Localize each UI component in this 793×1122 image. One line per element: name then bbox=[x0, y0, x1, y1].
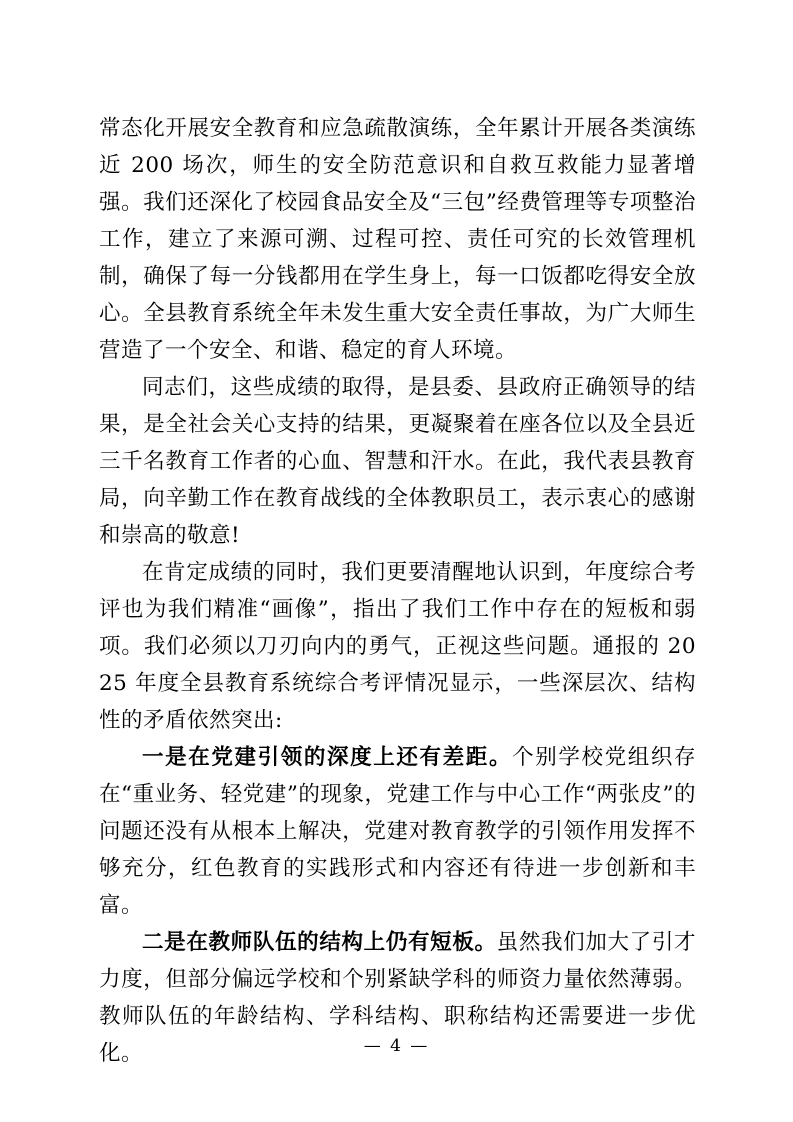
paragraph-text: 个别学校党组织存在“重业务、轻党建”的现象，党建工作与中心工作“两张皮”的问题还没有从根本上解决，党建对教育教学的引领作用发挥不够充分，红色教育的实践形式和内容还有待进一步创新和丰富。 bbox=[99, 745, 696, 918]
paragraph-point-one bbox=[99, 739, 696, 924]
page-footer bbox=[0, 1036, 793, 1056]
paragraph-safety-education bbox=[99, 110, 696, 369]
paragraph-text: 在肯定成绩的同时，我们更要清醒地认识到，年度综合考评也为我们精准“画像”，指出了我们工作中存在的短板和弱项。我们必须以刀刃向内的勇气，正视这些问题。通报的 2025 年度全县教育系统综合考评情况显示，一些深层次、结构性的矛盾依然突出: bbox=[99, 560, 696, 733]
paragraph-text: 同志们，这些成绩的取得，是县委、县政府正确领导的结果，是全社会关心支持的结果，更凝聚着在座各位以及全县近三千名教育工作者的心血、智慧和汗水。在此，我代表县教育局，向辛勤工作在教育战线的全体教职员工，表示衷心的感谢和崇高的敬意! bbox=[99, 375, 696, 548]
paragraph-thanks bbox=[99, 369, 696, 554]
document-body bbox=[99, 110, 696, 1072]
paragraph-lead: 二是在教师队伍的结构上仍有短板。 bbox=[142, 930, 497, 955]
page-number: — 4 — bbox=[363, 1036, 430, 1056]
paragraph-text: 虽然我们加大了引才力度，但部分偏远学校和个别紧缺学科的师资力量依然薄弱。教师队伍的年龄结构、学科结构、职称结构还需要进一步优化。 bbox=[99, 930, 696, 1066]
paragraph-lead: 一是在党建引领的深度上还有差距。 bbox=[142, 745, 513, 770]
paragraph-text: 常态化开展安全教育和应急疏散演练，全年累计开展各类演练近 200 场次，师生的安全防范意识和自救互救能力显著增强。我们还深化了校园食品安全及“三包”经费管理等专项整治工作，建立了来源可溯、过程可控、责任可究的长效管理机制，确保了每一分钱都用在学生身上，每一口饭都吃得安全放心。全县教育系统全年未发生重大安全责任事故，为广大师生营造了一个安全、和谐、稳定的育人环境。 bbox=[99, 116, 696, 363]
paragraph-problems-intro bbox=[99, 554, 696, 739]
